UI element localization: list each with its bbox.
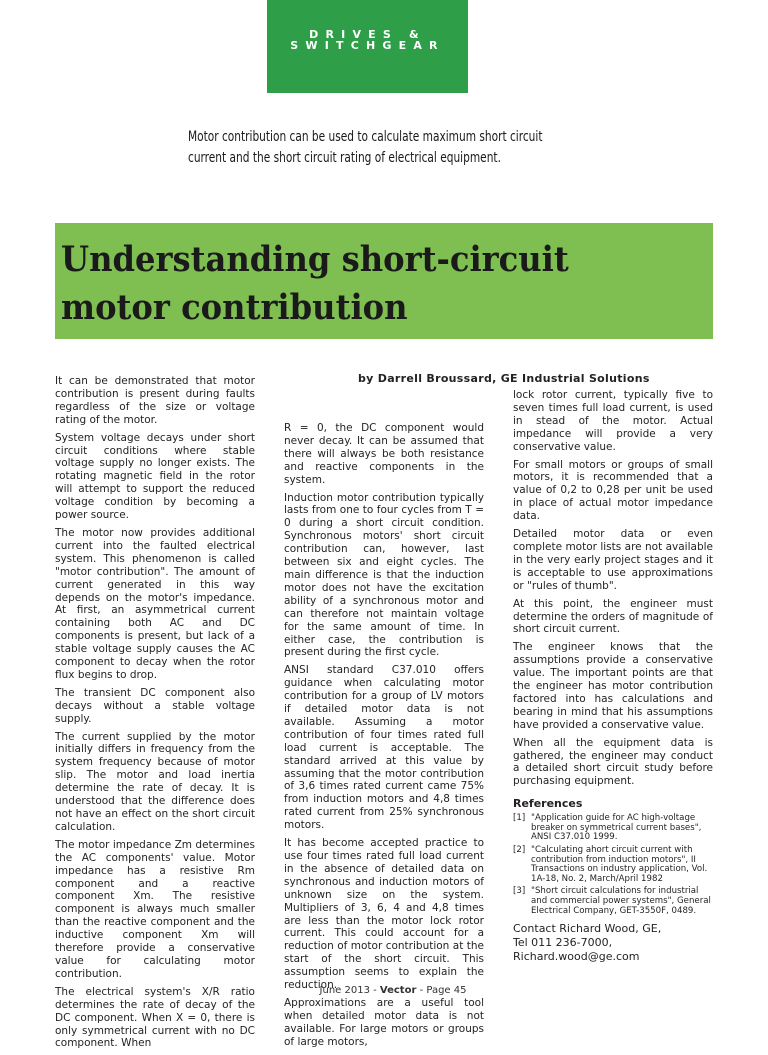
footer-page: - Page 45 [416, 985, 467, 996]
paragraph: The transient DC component also decays without a stable voltage supply. [55, 686, 255, 725]
paragraph: lock rotor current, typically five to seven times full load current, is used in stead of the motor. Actual impedance will provide a very conservative value. [513, 389, 713, 453]
paragraph: Approximations are a useful tool when detailed motor data is not available. For large motors or groups of large motors, [284, 996, 484, 1048]
reference-text: "Short circuit calculations for industrial and commercial power systems", General Electrical Company, GET-3550F, 0489. [531, 886, 711, 916]
reference-text: "Application guide for AC high-voltage breaker on symmetrical current bases", ANSI C37.010 1999. [531, 813, 702, 843]
paragraph: Induction motor contribution typically lasts from one to four cycles from T = 0 during a short circuit condition. Synchronous motors' short circuit contribution can, however, last between six and eight cycles. The main difference is that the induction motor does not have the excitation ability of a synchronous motor and can therefore not maintain voltage for the same amount of time. In either case, the contribution is present during the first cycle. [284, 491, 484, 659]
paragraph: The motor impedance Zm determines the AC components' value. Motor impedance has a resistive Rm component and a reactive component Xm. The resistive component is always much smaller than the reactive component and the inductive component Xm will therefore provide a conservative value for calculating motor contribution. [55, 838, 255, 980]
paragraph: The current supplied by the motor initially differs in frequency from the system frequency because of motor slip. The motor and load inertia determine the rate of decay. It is understood that the difference does not have an effect on the short circuit calculation. [55, 730, 255, 833]
article-title-line2: motor contribution [61, 287, 408, 328]
contact-line: Contact Richard Wood, GE, [513, 922, 662, 936]
section-header-box [267, 0, 468, 93]
paragraph: The electrical system's X/R ratio determines the rate of decay of the DC component. When X = 0, there is only symmetrical current with no DC component. When [55, 985, 255, 1050]
paragraph: The motor now provides additional current into the faulted electrical system. This phenomenon is called "motor contribution". The amount of current generated in this way depends on the motor's impedance. At first, an asymmetrical current containing both AC and DC components is present, but lack of a stable voltage supply causes the AC component to decay when the rotor flux begins to drop. [55, 526, 255, 681]
footer-date: June 2013 - [319, 985, 380, 996]
paragraph: At this point, the engineer must determine the orders of magnitude of short circuit current. [513, 597, 713, 636]
reference-number: [2] [513, 844, 526, 855]
contact-block [513, 922, 713, 964]
title-banner [55, 223, 713, 339]
contact-phone: Tel 011 236-7000, [513, 936, 613, 950]
column-3 [513, 389, 713, 964]
paragraph: Detailed motor data or even complete motor lists are not available in the very early project stages and it is acceptable to use approximations or "rules of thumb". [513, 528, 713, 592]
reference-item [513, 846, 713, 884]
reference-item [513, 814, 713, 843]
intro-line: Motor contribution can be used to calculate maximum short circuit [188, 129, 543, 145]
paragraph: It has become accepted practice to use four times rated full load current in the absence of detailed data on synchronous and induction motors of unknown size on the system. Multipliers of 3, 6, 4 and 4,8 times are less than the motor lock rotor current. This could account for a reduction of motor contribution at the start of the short circuit. This assumption seems to explain the reduction. [284, 837, 484, 992]
section-header-line2: SWITCHGEAR [290, 39, 445, 52]
reference-item [513, 887, 713, 916]
paragraph: ANSI standard C37.010 offers guidance when calculating motor contribution for a group of LV motors if detailed motor data is not available. Assuming a motor contribution of four times rated full load current is acceptable. The standard arrived at this value by assuming that the motor contribution of 3,6 times rated current came 75% from induction motors and 4,8 times rated current from 25% synchronous motors. [284, 664, 484, 832]
paragraph: The engineer knows that the assumptions provide a conservative value. The important points are that the engineer has motor contribution factored into has calculations and bearing in mind that his assumptions have provided a conservative value. [513, 641, 713, 731]
references-heading: References [513, 797, 583, 811]
section-header-line1: DRIVES & [309, 28, 426, 41]
intro-text [188, 127, 653, 169]
references-list [513, 814, 713, 916]
paragraph: When all the equipment data is gathered, the engineer may conduct a detailed short circuit study before purchasing equipment. [513, 736, 713, 788]
intro-line: current and the short circuit rating of electrical equipment. [188, 150, 501, 166]
column-1 [55, 375, 255, 1055]
reference-number: [3] [513, 886, 526, 897]
reference-number: [1] [513, 813, 526, 824]
paragraph: System voltage decays under short circuit conditions where stable voltage supply no longer exists. The rotating magnetic field in the rotor will attempt to support the reduced voltage condition by becoming a power source. [55, 431, 255, 522]
article-title-line1: Understanding short-circuit [61, 239, 569, 280]
reference-text: "Calculating ahort circuit current with contribution from induction motors", II Transactions on industry application, Vol. 1A-18, No. 2, March/April 1982 [531, 844, 708, 884]
byline: by Darrell Broussard, GE Industrial Solutions [358, 372, 650, 385]
paragraph: For small motors or groups of small motors, it is recommended that a value of 0,2 to 0,28 per unit be used in place of actual motor impedance data. [513, 458, 713, 523]
paragraph: R = 0, the DC component would never decay. It can be assumed that there will always be both resistance and reactive components in the system. [284, 422, 484, 486]
footer-magazine: Vector [379, 985, 417, 996]
paragraph: It can be demonstrated that motor contribution is present during faults regardless of the size or voltage rating of the motor. [55, 375, 255, 426]
page-footer [313, 985, 473, 996]
column-2 [284, 422, 484, 1054]
contact-email[interactable]: Richard.wood@ge.com [513, 950, 640, 964]
